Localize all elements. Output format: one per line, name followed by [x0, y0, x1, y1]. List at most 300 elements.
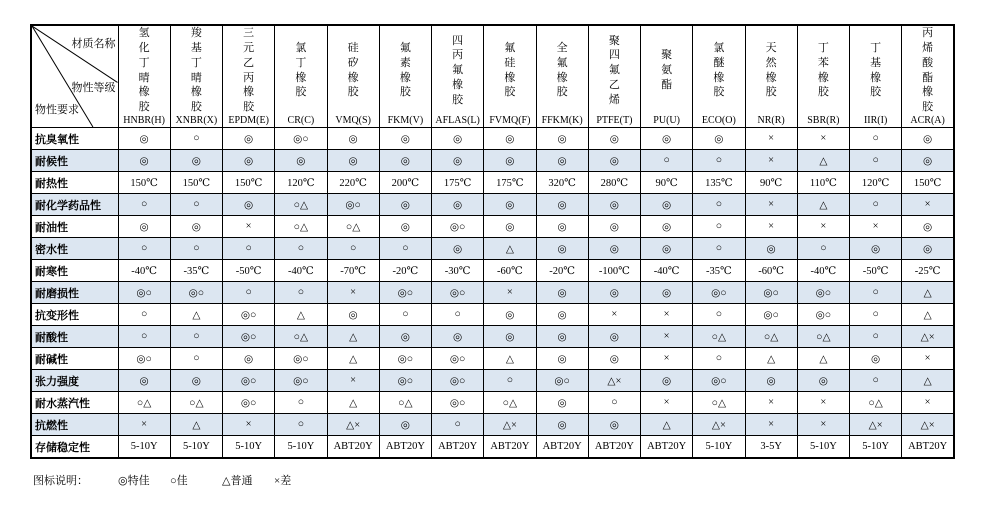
value-cell-1-14: ×	[797, 128, 849, 150]
value-cell-12-5: ×	[327, 370, 379, 392]
material-name: 氟硅橡胶	[504, 41, 516, 99]
value-cell-5-13: ×	[745, 216, 797, 238]
value-cell-3-2: 150℃	[170, 172, 222, 194]
material-name: 丁苯橡胶	[817, 41, 829, 99]
value-cell-7-5: -70℃	[327, 260, 379, 282]
value-cell-5-6: ◎	[379, 216, 431, 238]
value-cell-10-3: ◎○	[223, 326, 275, 348]
value-cell-7-13: -60℃	[745, 260, 797, 282]
value-cell-1-12: ◎	[693, 128, 745, 150]
value-cell-8-4: ○	[275, 282, 327, 304]
value-cell-7-8: -60℃	[484, 260, 536, 282]
value-cell-13-10: ○	[588, 392, 640, 414]
property-label: 抗变形性	[31, 304, 118, 326]
value-cell-4-15: ○	[850, 194, 902, 216]
diagonal-line-upper	[32, 26, 118, 82]
value-cell-15-3: 5-10Y	[223, 436, 275, 459]
value-cell-1-5: ◎	[327, 128, 379, 150]
value-cell-13-15: ○△	[850, 392, 902, 414]
material-code: FVMQ(F)	[489, 115, 531, 126]
value-cell-4-9: ◎	[536, 194, 588, 216]
value-cell-4-6: ◎	[379, 194, 431, 216]
material-name: 四丙氟橡胶	[452, 34, 464, 106]
material-header-sbr	[797, 25, 849, 128]
property-row-14	[31, 414, 954, 436]
legend-item-poor	[274, 474, 326, 488]
value-cell-8-7: ◎○	[432, 282, 484, 304]
value-cell-15-11: ABT20Y	[641, 436, 693, 459]
value-cell-14-16: △×	[902, 414, 954, 436]
value-cell-15-1: 5-10Y	[118, 436, 170, 459]
value-cell-7-11: -40℃	[641, 260, 693, 282]
material-name-box	[902, 26, 953, 115]
value-cell-9-8: ◎	[484, 304, 536, 326]
material-name: 三元乙丙橡胶	[243, 27, 255, 114]
value-cell-1-7: ◎	[432, 128, 484, 150]
value-cell-3-12: 135℃	[693, 172, 745, 194]
value-cell-6-5: ○	[327, 238, 379, 260]
value-cell-12-8: ○	[484, 370, 536, 392]
value-cell-10-7: ◎	[432, 326, 484, 348]
value-cell-2-9: ◎	[536, 150, 588, 172]
value-cell-9-6: ○	[379, 304, 431, 326]
value-cell-14-6: ◎	[379, 414, 431, 436]
value-cell-14-2: △	[170, 414, 222, 436]
value-cell-1-15: ○	[850, 128, 902, 150]
value-cell-9-11: ×	[641, 304, 693, 326]
value-cell-11-9: ◎	[536, 348, 588, 370]
material-code: ACR(A)	[910, 115, 945, 126]
material-name: 氯醚橡胶	[713, 41, 725, 99]
value-cell-5-1: ◎	[118, 216, 170, 238]
material-code: CR(C)	[287, 115, 315, 126]
legend-symbol: ○	[170, 475, 177, 487]
value-cell-6-7: ◎	[432, 238, 484, 260]
value-cell-8-5: ×	[327, 282, 379, 304]
material-code: PU(U)	[653, 115, 680, 126]
material-name: 聚氨酯	[661, 49, 673, 91]
value-cell-3-3: 150℃	[223, 172, 275, 194]
value-cell-13-7: ◎○	[432, 392, 484, 414]
value-cell-1-11: ◎	[641, 128, 693, 150]
value-cell-9-4: △	[275, 304, 327, 326]
value-cell-11-2: ○	[170, 348, 222, 370]
value-cell-3-13: 90℃	[745, 172, 797, 194]
value-cell-9-7: ○	[432, 304, 484, 326]
value-cell-9-3: ◎○	[223, 304, 275, 326]
value-cell-2-1: ◎	[118, 150, 170, 172]
material-header-xnbr	[170, 25, 222, 128]
value-cell-11-3: ◎	[223, 348, 275, 370]
legend-item-normal	[222, 474, 274, 488]
value-cell-3-5: 220℃	[327, 172, 379, 194]
legend-item-good	[170, 474, 222, 488]
property-row-3	[31, 172, 954, 194]
value-cell-15-10: ABT20Y	[588, 436, 640, 459]
property-row-13	[31, 392, 954, 414]
value-cell-13-4: ○	[275, 392, 327, 414]
value-cell-6-3: ○	[223, 238, 275, 260]
material-name-box	[380, 26, 431, 115]
value-cell-13-1: ○△	[118, 392, 170, 414]
value-cell-15-12: 5-10Y	[693, 436, 745, 459]
property-label: 耐热性	[31, 172, 118, 194]
value-cell-4-16: ×	[902, 194, 954, 216]
value-cell-1-2: ○	[170, 128, 222, 150]
value-cell-7-10: -100℃	[588, 260, 640, 282]
value-cell-7-6: -20℃	[379, 260, 431, 282]
value-cell-9-10: ×	[588, 304, 640, 326]
value-cell-11-5: △	[327, 348, 379, 370]
material-name-box	[432, 26, 483, 115]
value-cell-15-13: 3-5Y	[745, 436, 797, 459]
material-name-box	[589, 26, 640, 115]
value-cell-15-5: ABT20Y	[327, 436, 379, 459]
property-row-9	[31, 304, 954, 326]
value-cell-8-1: ◎○	[118, 282, 170, 304]
material-name-box	[850, 26, 901, 115]
value-cell-6-13: ◎	[745, 238, 797, 260]
value-cell-3-14: 110℃	[797, 172, 849, 194]
value-cell-15-14: 5-10Y	[797, 436, 849, 459]
value-cell-2-2: ◎	[170, 150, 222, 172]
material-name: 羧基丁晴橡胶	[190, 27, 202, 114]
corner-label-grade: 物性等级	[71, 82, 116, 94]
value-cell-6-8: △	[484, 238, 536, 260]
value-cell-9-16: △	[902, 304, 954, 326]
value-cell-2-8: ◎	[484, 150, 536, 172]
property-label: 抗燃性	[31, 414, 118, 436]
material-header-acr	[902, 25, 954, 128]
value-cell-1-13: ×	[745, 128, 797, 150]
value-cell-6-1: ○	[118, 238, 170, 260]
legend-label: 佳	[176, 475, 188, 487]
value-cell-12-2: ◎	[170, 370, 222, 392]
legend-label: 特佳	[127, 475, 150, 487]
property-row-15	[31, 436, 954, 459]
value-cell-11-15: ◎	[850, 348, 902, 370]
value-cell-5-12: ○	[693, 216, 745, 238]
value-cell-10-10: ◎	[588, 326, 640, 348]
legend-item-excellent	[118, 474, 170, 488]
value-cell-8-11: ◎	[641, 282, 693, 304]
value-cell-11-12: ○	[693, 348, 745, 370]
value-cell-11-11: ×	[641, 348, 693, 370]
value-cell-8-8: ×	[484, 282, 536, 304]
value-cell-12-10: △×	[588, 370, 640, 392]
value-cell-11-7: ◎○	[432, 348, 484, 370]
value-cell-4-4: ○△	[275, 194, 327, 216]
value-cell-2-16: ◎	[902, 150, 954, 172]
property-row-5	[31, 216, 954, 238]
value-cell-2-12: ○	[693, 150, 745, 172]
value-cell-2-10: ◎	[588, 150, 640, 172]
value-cell-10-4: ○△	[275, 326, 327, 348]
material-header-aflas	[432, 25, 484, 128]
value-cell-14-13: ×	[745, 414, 797, 436]
material-name-box	[328, 26, 379, 115]
material-name-box	[746, 26, 797, 115]
property-label: 耐油性	[31, 216, 118, 238]
value-cell-6-14: ○	[797, 238, 849, 260]
material-code: VMQ(S)	[335, 115, 371, 126]
value-cell-5-9: ◎	[536, 216, 588, 238]
value-cell-11-14: △	[797, 348, 849, 370]
value-cell-1-8: ◎	[484, 128, 536, 150]
value-cell-14-10: ◎	[588, 414, 640, 436]
value-cell-4-8: ◎	[484, 194, 536, 216]
material-name-box	[119, 26, 170, 115]
material-code: ECO(O)	[701, 115, 736, 126]
value-cell-1-16: ◎	[902, 128, 954, 150]
value-cell-14-12: △×	[693, 414, 745, 436]
material-name: 丙烯酸酯橡胶	[922, 27, 934, 114]
value-cell-6-10: ◎	[588, 238, 640, 260]
material-header-hnbr	[118, 25, 170, 128]
value-cell-13-13: ×	[745, 392, 797, 414]
value-cell-15-4: 5-10Y	[275, 436, 327, 459]
value-cell-7-1: -40℃	[118, 260, 170, 282]
property-row-7	[31, 260, 954, 282]
value-cell-11-1: ◎○	[118, 348, 170, 370]
value-cell-2-4: ◎	[275, 150, 327, 172]
value-cell-12-3: ◎○	[223, 370, 275, 392]
legend-symbol: △	[222, 475, 231, 487]
value-cell-14-11: △	[641, 414, 693, 436]
value-cell-10-13: ○△	[745, 326, 797, 348]
property-row-6	[31, 238, 954, 260]
value-cell-7-15: -50℃	[850, 260, 902, 282]
value-cell-9-15: ○	[850, 304, 902, 326]
material-header-pu	[641, 25, 693, 128]
value-cell-13-2: ○△	[170, 392, 222, 414]
value-cell-1-3: ◎	[223, 128, 275, 150]
value-cell-15-7: ABT20Y	[432, 436, 484, 459]
value-cell-13-6: ○△	[379, 392, 431, 414]
property-row-8	[31, 282, 954, 304]
value-cell-7-4: -40℃	[275, 260, 327, 282]
value-cell-11-6: ◎○	[379, 348, 431, 370]
value-cell-15-9: ABT20Y	[536, 436, 588, 459]
value-cell-10-16: △×	[902, 326, 954, 348]
value-cell-15-15: 5-10Y	[850, 436, 902, 459]
value-cell-9-2: △	[170, 304, 222, 326]
value-cell-7-2: -35℃	[170, 260, 222, 282]
property-label: 耐候性	[31, 150, 118, 172]
value-cell-12-6: ◎○	[379, 370, 431, 392]
value-cell-3-11: 90℃	[641, 172, 693, 194]
value-cell-12-12: ◎○	[693, 370, 745, 392]
value-cell-15-8: ABT20Y	[484, 436, 536, 459]
value-cell-7-3: -50℃	[223, 260, 275, 282]
value-cell-6-2: ○	[170, 238, 222, 260]
value-cell-1-1: ◎	[118, 128, 170, 150]
material-name: 全氟橡胶	[556, 41, 568, 99]
value-cell-10-6: ◎	[379, 326, 431, 348]
material-name-box	[798, 26, 849, 115]
value-cell-13-9: ◎	[536, 392, 588, 414]
material-header-eco	[693, 25, 745, 128]
value-cell-9-13: ◎○	[745, 304, 797, 326]
property-label: 耐水蒸汽性	[31, 392, 118, 414]
corner-header-cell	[31, 25, 118, 128]
value-cell-3-4: 120℃	[275, 172, 327, 194]
value-cell-4-10: ◎	[588, 194, 640, 216]
value-cell-6-6: ○	[379, 238, 431, 260]
material-name: 氢化丁晴橡胶	[138, 27, 150, 114]
value-cell-6-15: ◎	[850, 238, 902, 260]
material-code: FFKM(K)	[541, 115, 583, 126]
value-cell-5-11: ◎	[641, 216, 693, 238]
value-cell-5-2: ◎	[170, 216, 222, 238]
value-cell-11-8: △	[484, 348, 536, 370]
value-cell-11-4: ◎○	[275, 348, 327, 370]
value-cell-2-3: ◎	[223, 150, 275, 172]
table-body	[31, 128, 954, 459]
value-cell-4-7: ◎	[432, 194, 484, 216]
property-row-12	[31, 370, 954, 392]
value-cell-13-12: ○△	[693, 392, 745, 414]
value-cell-6-12: ○	[693, 238, 745, 260]
value-cell-8-2: ◎○	[170, 282, 222, 304]
material-header-vmq	[327, 25, 379, 128]
value-cell-8-12: ◎○	[693, 282, 745, 304]
value-cell-14-15: △×	[850, 414, 902, 436]
value-cell-1-10: ◎	[588, 128, 640, 150]
value-cell-4-3: ◎	[223, 194, 275, 216]
legend-label: 普通	[230, 475, 253, 487]
material-name: 丁基橡胶	[870, 41, 882, 99]
value-cell-10-12: ○△	[693, 326, 745, 348]
value-cell-3-15: 120℃	[850, 172, 902, 194]
value-cell-5-10: ◎	[588, 216, 640, 238]
material-header-ptfe	[588, 25, 640, 128]
value-cell-2-6: ◎	[379, 150, 431, 172]
value-cell-13-3: ◎○	[223, 392, 275, 414]
material-name-box	[484, 26, 535, 115]
value-cell-12-4: ◎○	[275, 370, 327, 392]
corner-label-property: 物性要求	[35, 104, 79, 116]
value-cell-7-16: -25℃	[902, 260, 954, 282]
value-cell-4-11: ◎	[641, 194, 693, 216]
value-cell-10-9: ◎	[536, 326, 588, 348]
value-cell-7-14: -40℃	[797, 260, 849, 282]
value-cell-10-11: ×	[641, 326, 693, 348]
header-row	[31, 25, 954, 128]
material-code: SBR(R)	[807, 115, 840, 126]
material-name-box	[223, 26, 274, 115]
material-code: HNBR(H)	[123, 115, 165, 126]
property-row-10	[31, 326, 954, 348]
material-name: 聚四氟乙烯	[608, 34, 620, 106]
material-code: PTFE(T)	[596, 115, 633, 126]
material-header-cr	[275, 25, 327, 128]
value-cell-8-16: △	[902, 282, 954, 304]
value-cell-4-2: ○	[170, 194, 222, 216]
material-header-nr	[745, 25, 797, 128]
value-cell-10-2: ○	[170, 326, 222, 348]
value-cell-9-12: ○	[693, 304, 745, 326]
value-cell-1-6: ◎	[379, 128, 431, 150]
value-cell-11-16: ×	[902, 348, 954, 370]
property-label: 耐寒性	[31, 260, 118, 282]
value-cell-14-5: △×	[327, 414, 379, 436]
value-cell-14-4: ○	[275, 414, 327, 436]
value-cell-5-14: ×	[797, 216, 849, 238]
value-cell-3-16: 150℃	[902, 172, 954, 194]
property-row-4	[31, 194, 954, 216]
value-cell-14-3: ×	[223, 414, 275, 436]
value-cell-12-7: ◎○	[432, 370, 484, 392]
value-cell-10-8: ◎	[484, 326, 536, 348]
material-property-table	[30, 24, 955, 459]
material-header-epdm	[223, 25, 275, 128]
value-cell-13-16: ×	[902, 392, 954, 414]
material-header-fvmq	[484, 25, 536, 128]
value-cell-9-1: ○	[118, 304, 170, 326]
value-cell-4-1: ○	[118, 194, 170, 216]
value-cell-1-4: ◎○	[275, 128, 327, 150]
value-cell-8-15: ○	[850, 282, 902, 304]
value-cell-10-14: ○△	[797, 326, 849, 348]
material-header-fkm	[379, 25, 431, 128]
property-label: 存储稳定性	[31, 436, 118, 459]
value-cell-3-7: 175℃	[432, 172, 484, 194]
material-code: AFLAS(L)	[435, 115, 480, 126]
value-cell-10-5: △	[327, 326, 379, 348]
value-cell-2-15: ○	[850, 150, 902, 172]
value-cell-8-3: ○	[223, 282, 275, 304]
value-cell-14-14: ×	[797, 414, 849, 436]
value-cell-2-7: ◎	[432, 150, 484, 172]
value-cell-11-10: ◎	[588, 348, 640, 370]
value-cell-8-13: ◎○	[745, 282, 797, 304]
value-cell-4-12: ○	[693, 194, 745, 216]
property-label: 耐碱性	[31, 348, 118, 370]
value-cell-8-6: ◎○	[379, 282, 431, 304]
value-cell-8-10: ◎	[588, 282, 640, 304]
material-name-box	[171, 26, 222, 115]
property-row-11	[31, 348, 954, 370]
material-name: 氯丁橡胶	[295, 41, 307, 99]
value-cell-5-8: ◎	[484, 216, 536, 238]
material-name-box	[693, 26, 744, 115]
property-row-2	[31, 150, 954, 172]
value-cell-12-14: ◎	[797, 370, 849, 392]
value-cell-15-16: ABT20Y	[902, 436, 954, 459]
legend	[33, 474, 326, 488]
value-cell-14-1: ×	[118, 414, 170, 436]
value-cell-2-14: △	[797, 150, 849, 172]
value-cell-7-7: -30℃	[432, 260, 484, 282]
value-cell-10-1: ○	[118, 326, 170, 348]
value-cell-4-13: ×	[745, 194, 797, 216]
value-cell-3-10: 280℃	[588, 172, 640, 194]
value-cell-15-2: 5-10Y	[170, 436, 222, 459]
value-cell-2-11: ○	[641, 150, 693, 172]
value-cell-6-4: ○	[275, 238, 327, 260]
material-header-ffkm	[536, 25, 588, 128]
value-cell-12-1: ◎	[118, 370, 170, 392]
value-cell-10-15: ○	[850, 326, 902, 348]
value-cell-14-7: ○	[432, 414, 484, 436]
value-cell-4-5: ◎○	[327, 194, 379, 216]
legend-symbol: ◎	[118, 475, 128, 487]
value-cell-15-6: ABT20Y	[379, 436, 431, 459]
value-cell-6-16: ◎	[902, 238, 954, 260]
material-code: NR(R)	[757, 115, 785, 126]
material-name: 硅矽橡胶	[347, 41, 359, 99]
